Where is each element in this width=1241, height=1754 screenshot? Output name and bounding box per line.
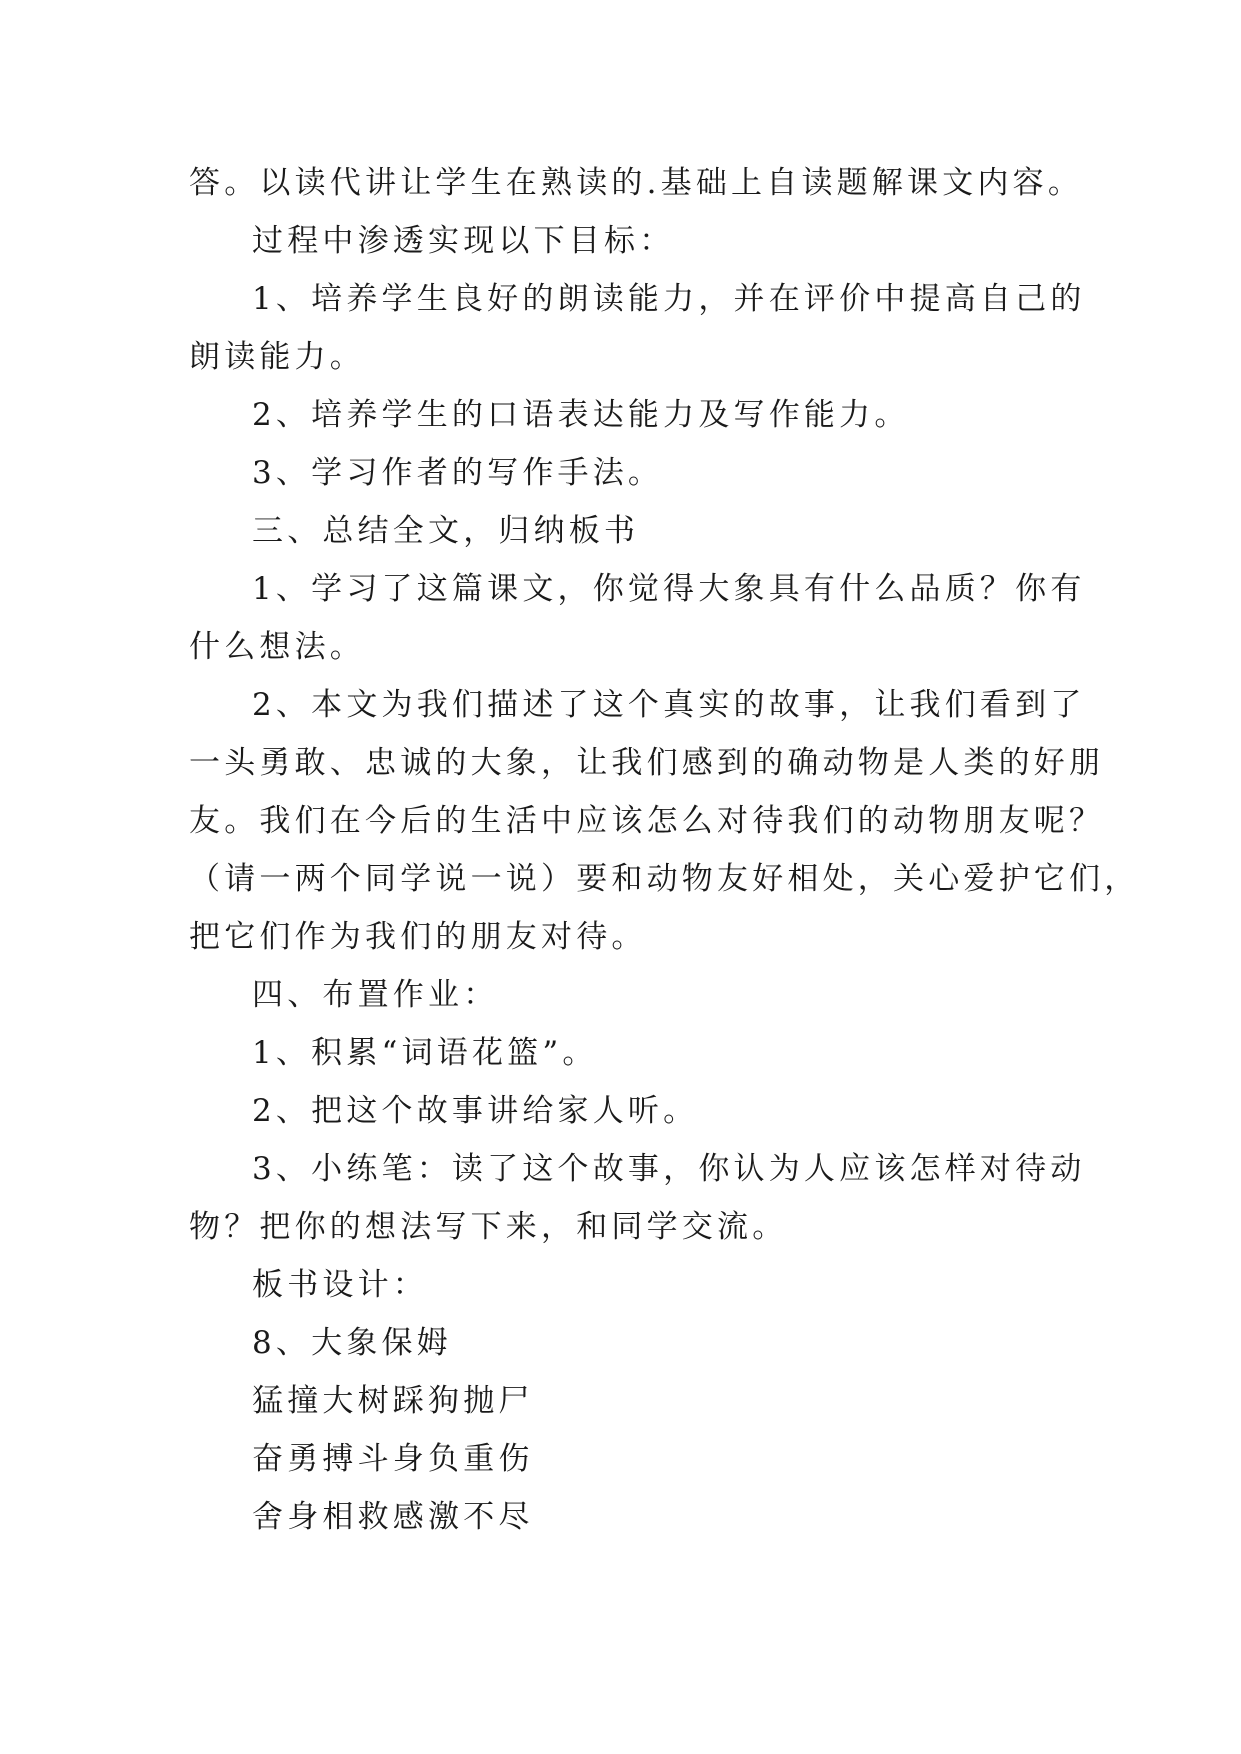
paragraph-line: 过程中渗透实现以下目标： bbox=[252, 223, 675, 259]
board-title: 8、大象保姆 bbox=[252, 1325, 452, 1361]
list-item-line: 2、本文为我们描述了这个真实的故事，让我们看到了 bbox=[252, 687, 1086, 723]
list-item-line: 1、学习了这篇课文，你觉得大象具有什么品质？你有 bbox=[252, 571, 1086, 607]
list-item-line: 2、培养学生的口语表达能力及写作能力。 bbox=[252, 397, 910, 433]
section-heading: 三、总结全文，归纳板书 bbox=[252, 513, 640, 549]
board-line: 猛撞大树踩狗抛尸 bbox=[252, 1383, 534, 1419]
list-item-line: 1、培养学生良好的朗读能力，并在评价中提高自己的 bbox=[252, 281, 1086, 317]
list-item-line: （请一两个同学说一说）要和动物友好相处，关心爱护它们， bbox=[189, 861, 1140, 897]
section-heading: 板书设计： bbox=[252, 1267, 428, 1303]
list-item-line: 3、学习作者的写作手法。 bbox=[252, 455, 664, 491]
list-item-line: 1、积累“词语花篮”。 bbox=[252, 1035, 598, 1071]
paragraph-line: 答。以读代讲让学生在熟读的.基础上自读题解课文内容。 bbox=[189, 165, 1084, 201]
list-item-line: 一头勇敢、忠诚的大象，让我们感到的确动物是人类的好朋 bbox=[189, 745, 1105, 781]
list-item-line: 3、小练笔：读了这个故事，你认为人应该怎样对待动 bbox=[252, 1151, 1086, 1187]
list-item-line: 朗读能力。 bbox=[189, 339, 365, 375]
list-item-line: 什么想法。 bbox=[189, 629, 365, 665]
list-item-line: 把它们作为我们的朋友对待。 bbox=[189, 919, 647, 955]
list-item-line: 物？把你的想法写下来，和同学交流。 bbox=[189, 1209, 788, 1245]
section-heading: 四、布置作业： bbox=[252, 977, 499, 1013]
board-line: 舍身相救感激不尽 bbox=[252, 1499, 534, 1535]
list-item-line: 友。我们在今后的生活中应该怎么对待我们的动物朋友呢？ bbox=[189, 803, 1105, 839]
board-line: 奋勇搏斗身负重伤 bbox=[252, 1441, 534, 1477]
document-page bbox=[189, 154, 1140, 1546]
list-item-line: 2、把这个故事讲给家人听。 bbox=[252, 1093, 699, 1129]
